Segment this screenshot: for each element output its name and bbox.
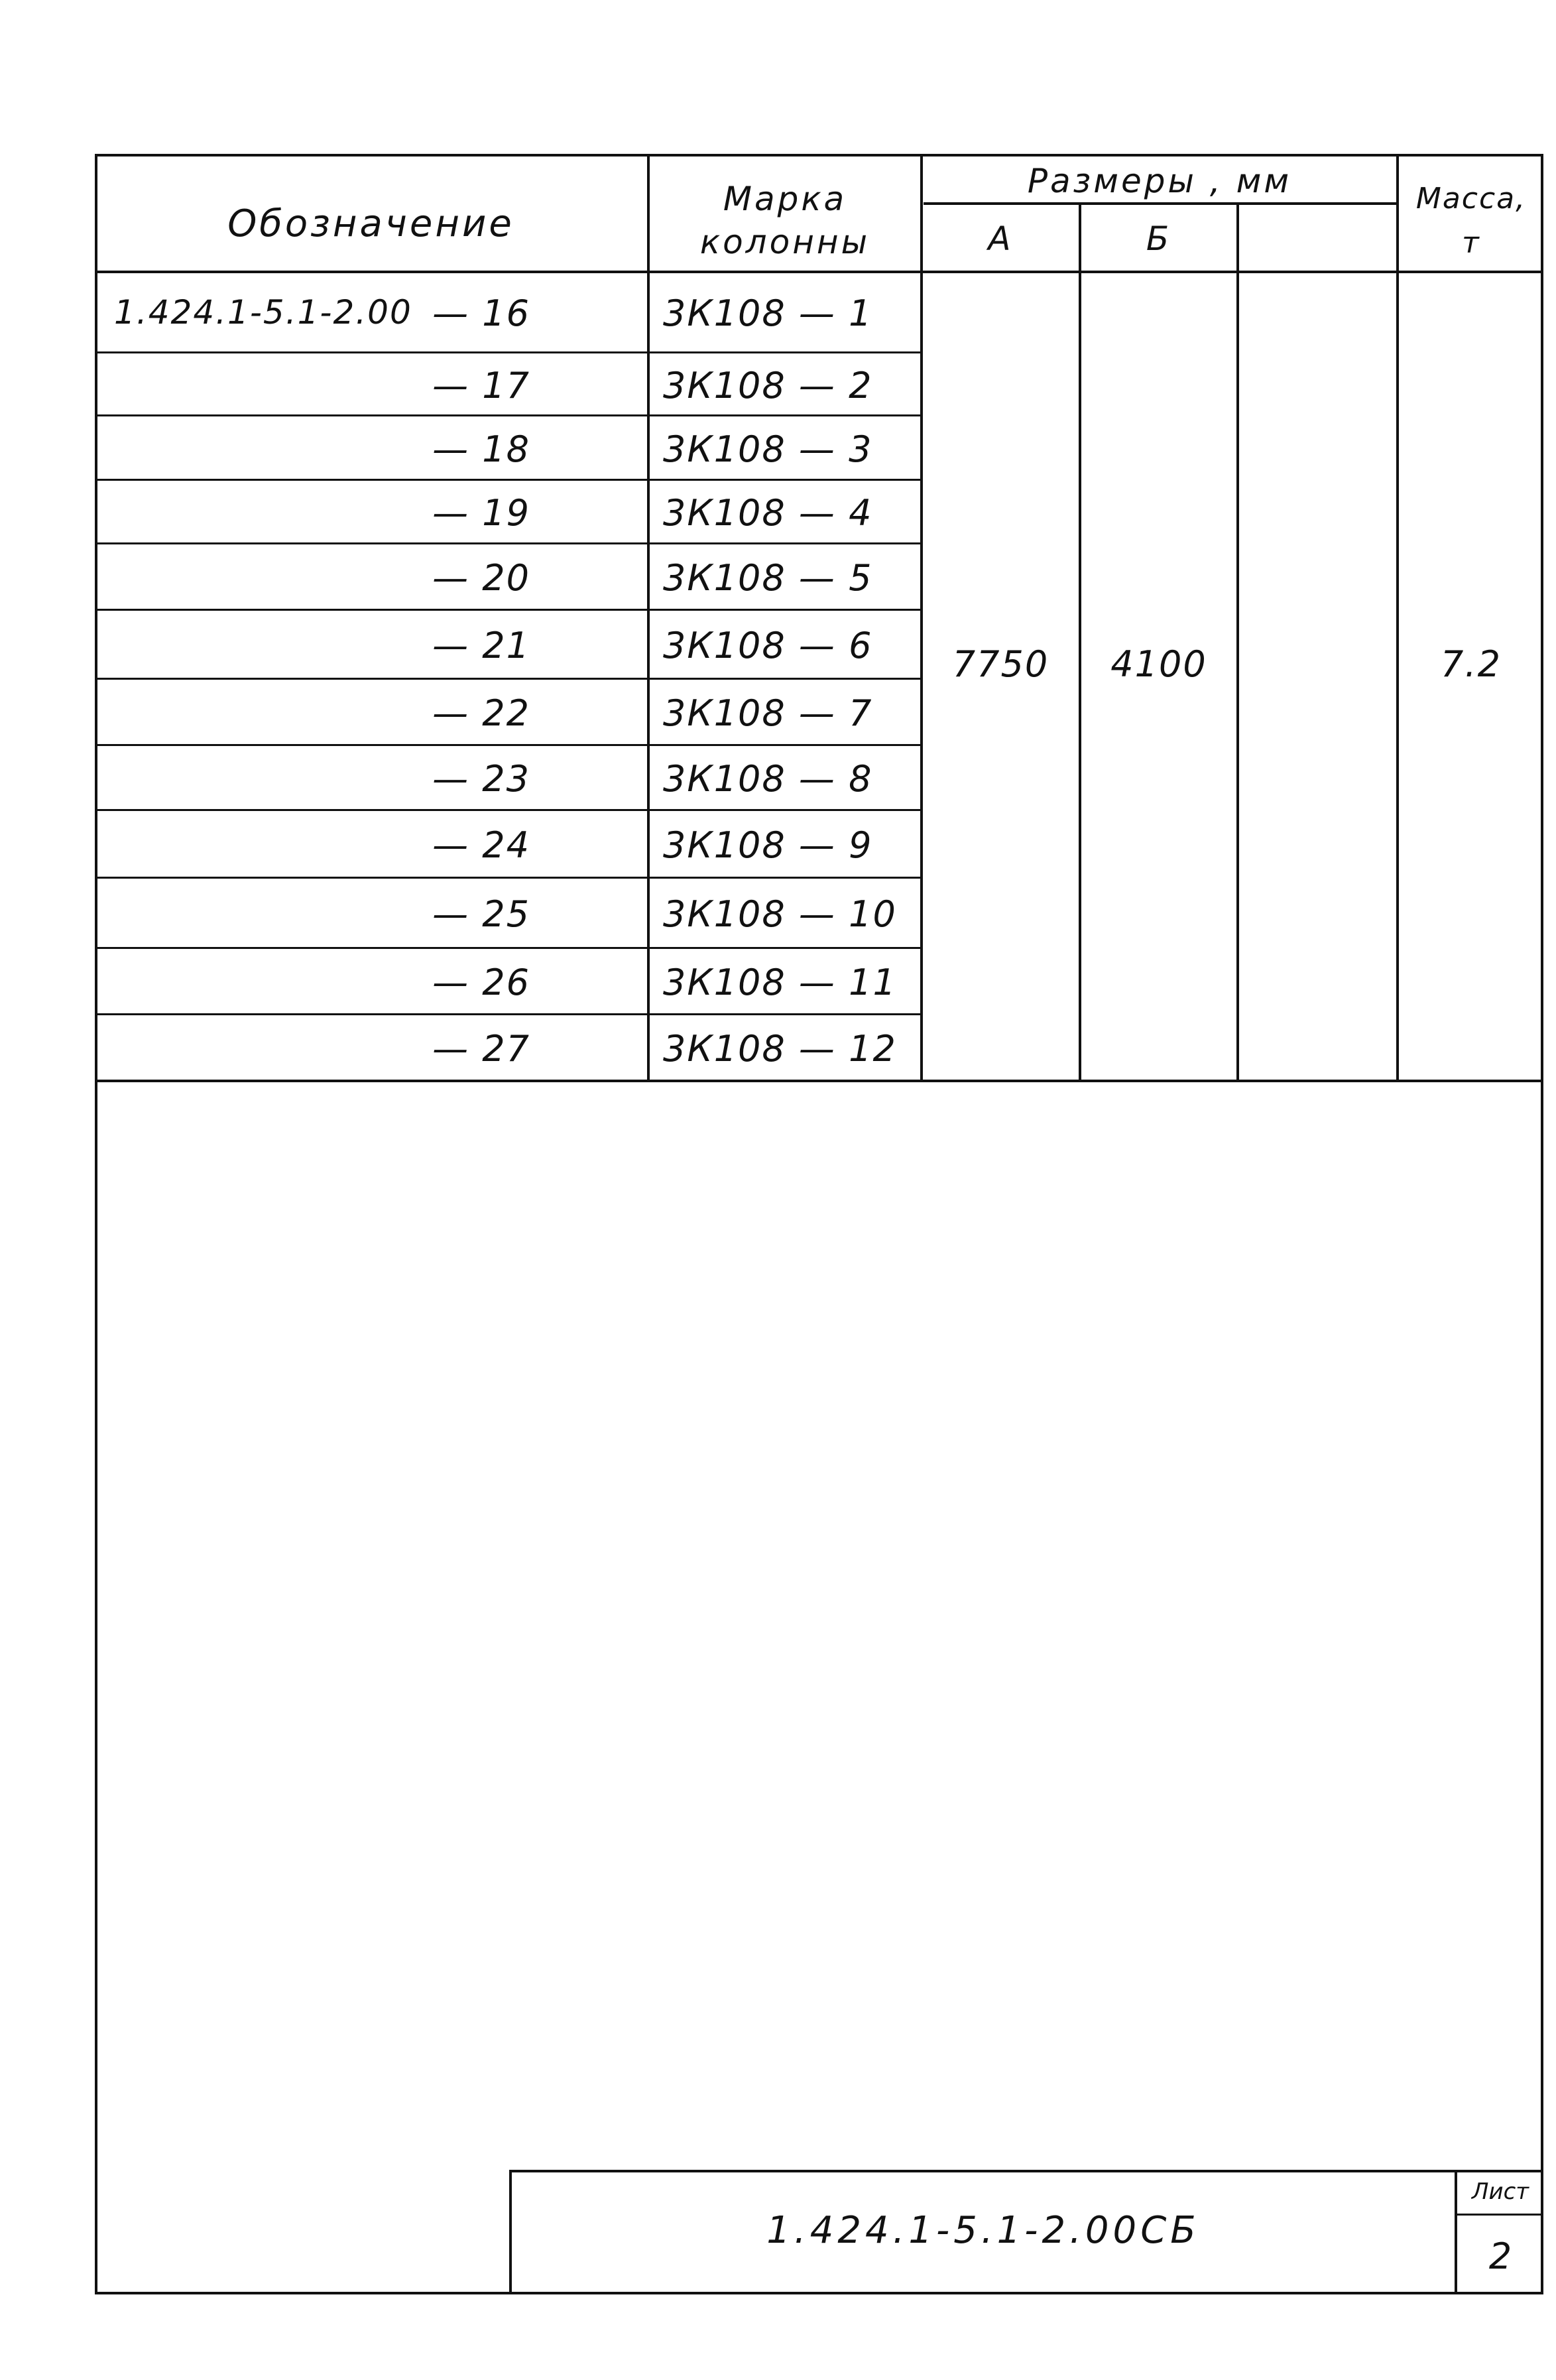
row-mark: 3К108 — 3	[663, 428, 873, 470]
header-mark-line2: колонны	[699, 223, 870, 261]
row-suffix: — 17	[432, 364, 530, 407]
col-divider-extra	[1396, 154, 1399, 1082]
row-suffix: — 21	[432, 625, 530, 666]
row-suffix: — 22	[432, 692, 530, 734]
row-mark: 3К108 — 12	[663, 1028, 897, 1070]
row-separator	[95, 542, 922, 544]
row-mark: 3К108 — 11	[663, 962, 897, 1003]
row-separator	[95, 1013, 922, 1015]
row-mark: 3К108 — 1	[663, 292, 873, 334]
row-suffix: — 24	[432, 824, 530, 866]
col-divider-b	[1236, 202, 1239, 1082]
row-suffix: — 26	[432, 962, 530, 1003]
row-separator	[95, 744, 922, 746]
header-mass-line1: Масса,	[1415, 182, 1527, 216]
row-separator	[95, 609, 922, 611]
title-block-top-line	[509, 2170, 1543, 2172]
row-suffix: — 16	[432, 292, 530, 334]
value-b: 4100	[1110, 643, 1207, 685]
document-code: 1.424.1-5.1-2.00СБ	[766, 2209, 1200, 2252]
row-suffix: — 20	[432, 557, 530, 599]
row-separator	[95, 479, 922, 481]
row-mark: 3К108 — 8	[663, 758, 873, 800]
header-mark-line1: Марка	[723, 180, 847, 218]
header-dim-a: А	[988, 219, 1014, 258]
col-divider-a	[1079, 202, 1081, 1082]
header-mass-line2: т	[1462, 226, 1480, 260]
row-mark: 3К108 — 9	[663, 824, 873, 866]
row-suffix: — 18	[432, 428, 530, 470]
row-mark: 3К108 — 7	[663, 692, 873, 734]
header-dimensions: Размеры , мм	[1027, 162, 1292, 200]
row-suffix: — 19	[432, 492, 530, 534]
row-suffix: — 25	[432, 893, 530, 935]
header-designation: Обозначение	[227, 202, 514, 245]
row-separator	[95, 877, 922, 879]
sheet-number: 2	[1488, 2235, 1512, 2277]
row-mark: 3К108 — 6	[663, 625, 873, 666]
sheet-label: Лист	[1471, 2178, 1529, 2205]
value-mass: 7.2	[1441, 643, 1502, 685]
row-mark: 3К108 — 4	[663, 492, 873, 534]
title-block-sheet-line	[1455, 2214, 1543, 2216]
table-bottom-line	[95, 1080, 1543, 1082]
row-separator	[95, 351, 922, 353]
header-dim-b: Б	[1146, 219, 1172, 258]
col-divider-mark	[920, 154, 923, 1082]
header-bottom-line	[95, 271, 1543, 273]
row-mark: 3К108 — 2	[663, 364, 873, 407]
row-separator	[95, 947, 922, 949]
drawing-frame	[95, 154, 1543, 2294]
row-designation: 1.424.1-5.1-2.00	[114, 293, 412, 332]
col-divider-designation	[647, 154, 650, 1082]
row-mark: 3К108 — 10	[663, 893, 897, 935]
row-suffix: — 27	[432, 1028, 530, 1070]
row-separator	[95, 678, 922, 680]
row-mark: 3К108 — 5	[663, 557, 873, 599]
row-separator	[95, 809, 922, 811]
row-separator	[95, 414, 922, 416]
header-divider	[924, 202, 1398, 205]
value-a: 7750	[952, 643, 1049, 685]
row-suffix: — 23	[432, 758, 530, 800]
